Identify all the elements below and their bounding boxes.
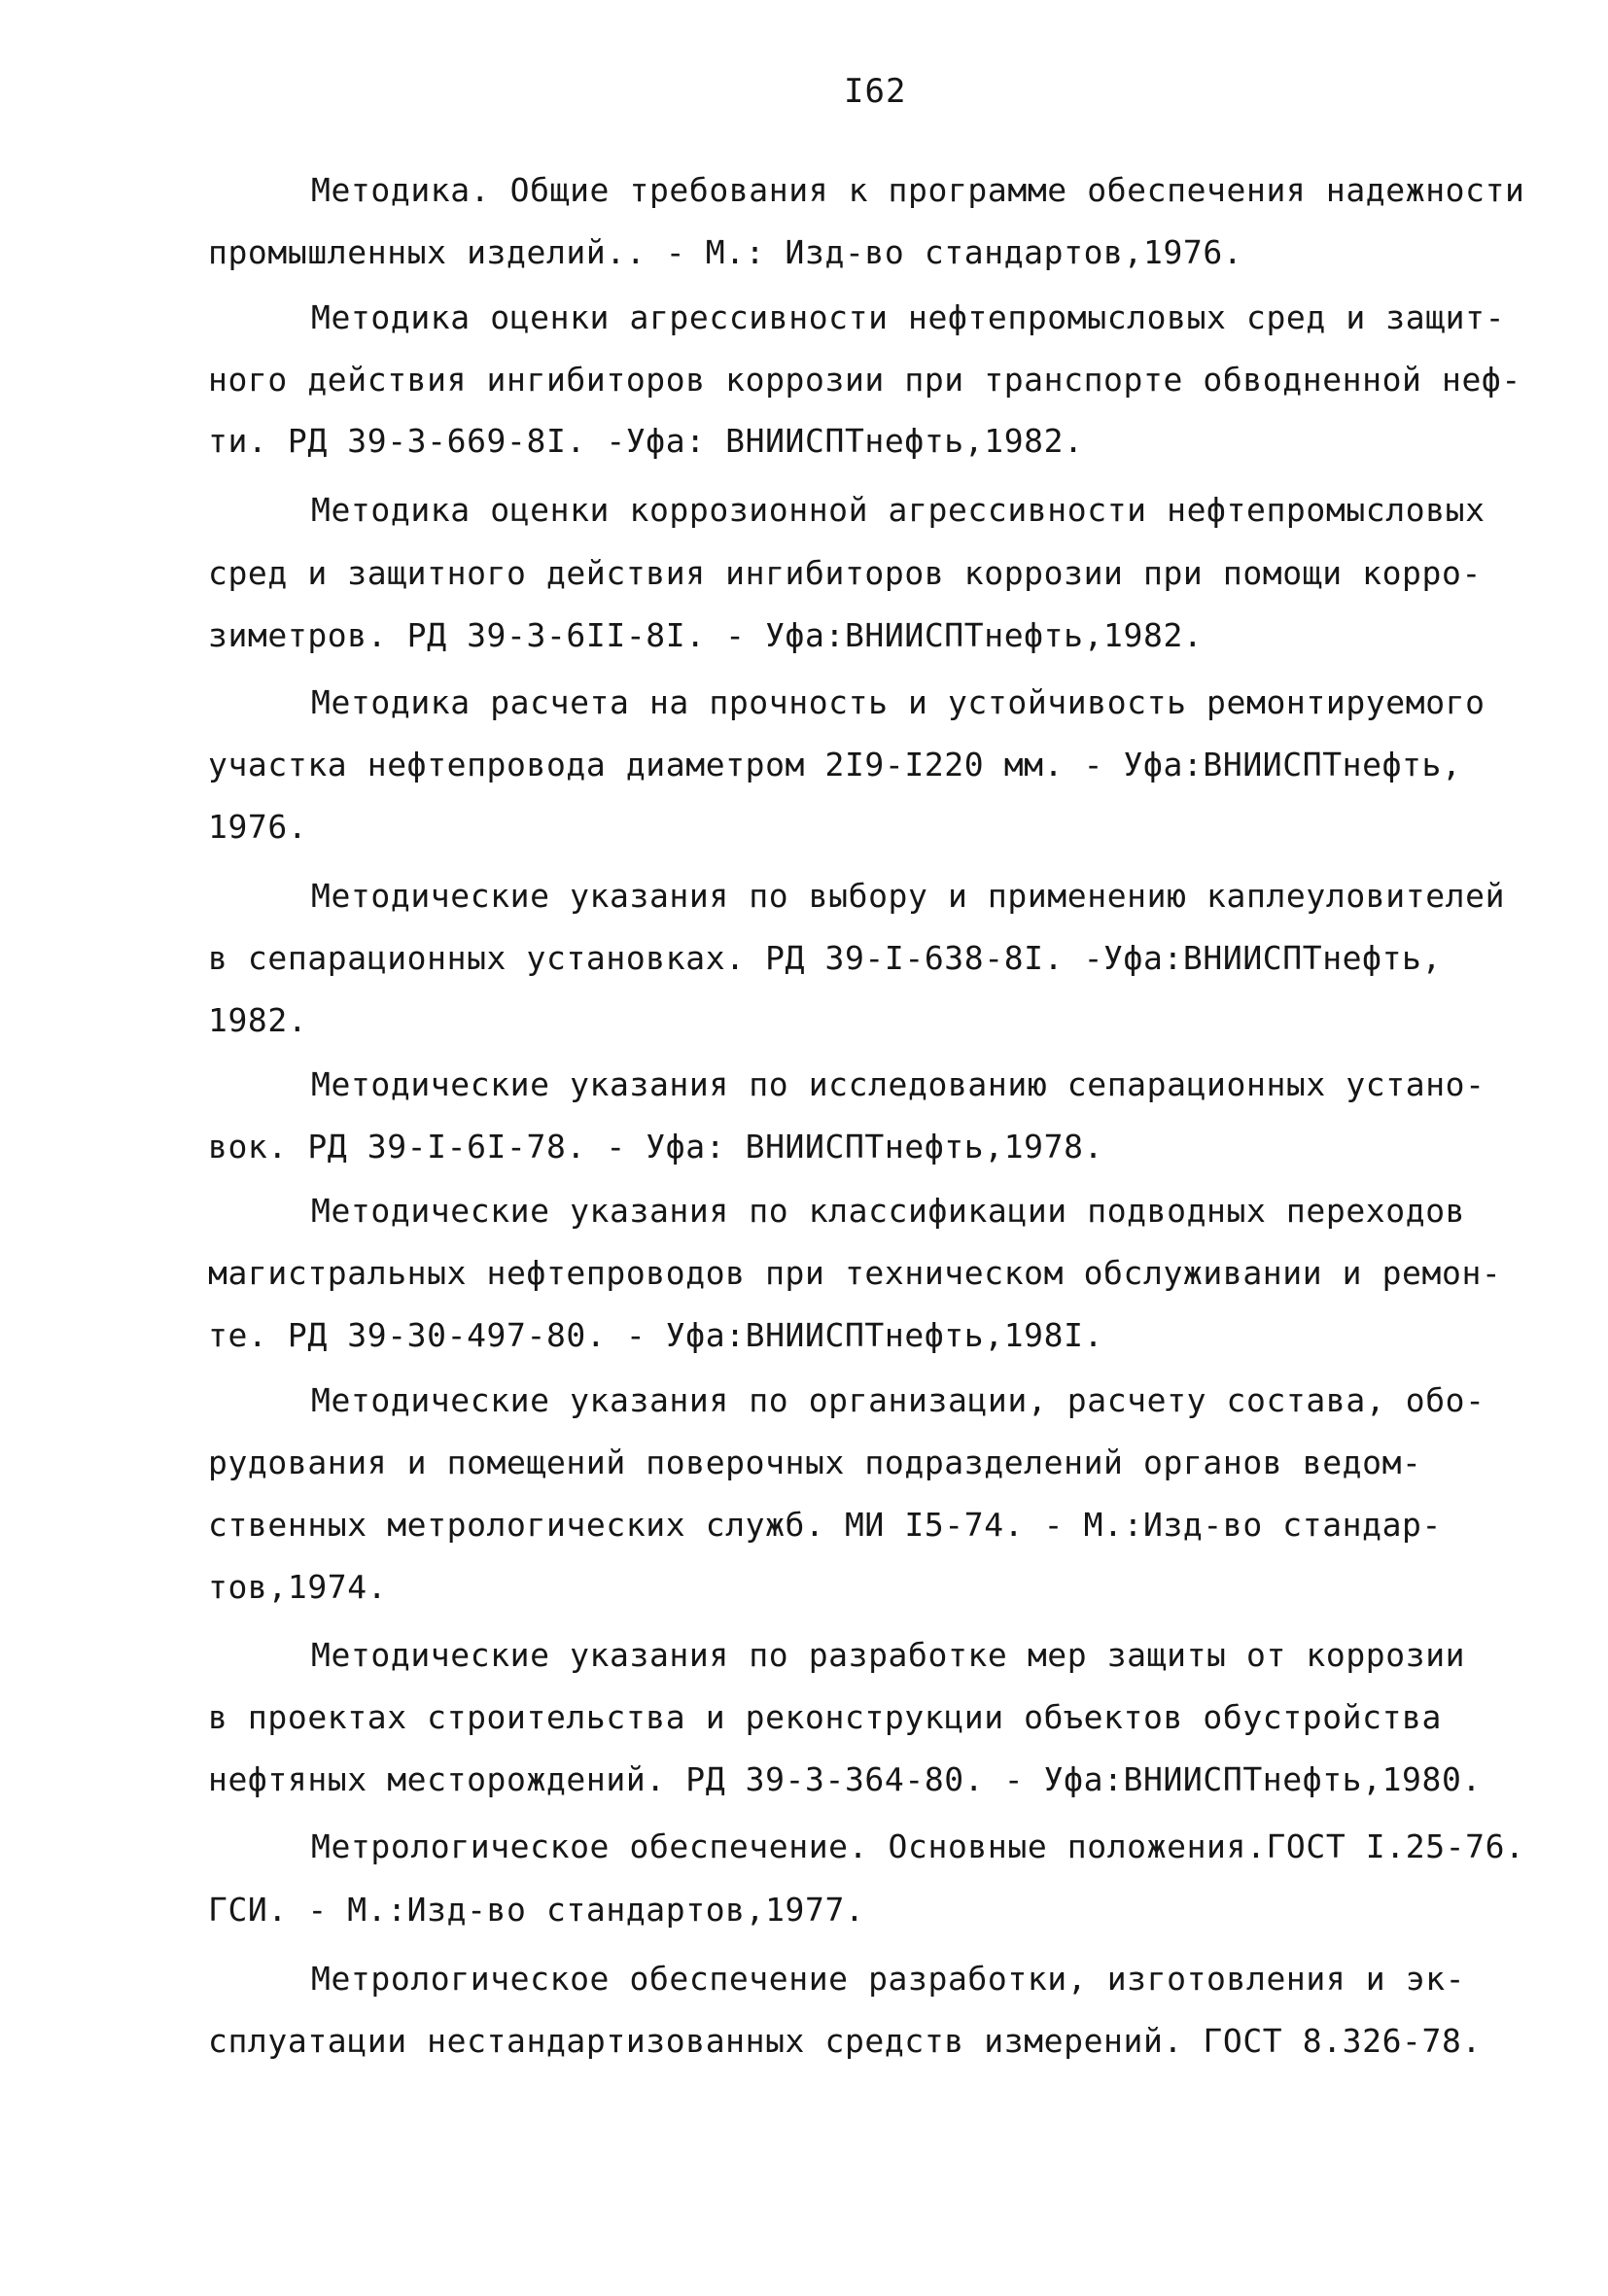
entry-continuation-line: в сепарационных установках. РД 39-I-638-8I. -Уфа:ВНИИСПТнефть, <box>208 939 1442 977</box>
entry-continuation-line: ти. РД 39-3-669-8I. -Уфа: ВНИИСПТнефть,1982. <box>208 422 1084 460</box>
entry-continuation-line: магистральных нефтепроводов при техническом обслуживании и ремон- <box>208 1254 1502 1292</box>
entry-continuation-line: 1982. <box>208 1001 308 1039</box>
entry-first-line: Методические указания по выбору и применению каплеуловителей <box>311 877 1506 915</box>
entry-continuation-line: вок. РД 39-I-6I-78. - Уфа: ВНИИСПТнефть,1978. <box>208 1128 1104 1165</box>
entry-first-line: Метрологическое обеспечение разработки, изготовления и эк- <box>311 1960 1466 1998</box>
entry-first-line: Методические указания по исследованию сепарационных устано- <box>311 1065 1486 1103</box>
entry-continuation-line: зиметров. РД 39-3-6II-8I. - Уфа:ВНИИСПТнефть,1982. <box>208 616 1204 654</box>
entry-continuation-line: ственных метрологических служб. МИ I5-74. - М.:Изд-во стандар- <box>208 1506 1442 1544</box>
entry-continuation-line: рудования и помещений поверочных подразделений органов ведом- <box>208 1444 1422 1481</box>
entry-continuation-line: 1976. <box>208 808 308 846</box>
entry-first-line: Методические указания по организации, расчету состава, обо- <box>311 1381 1486 1419</box>
entry-continuation-line: сред и защитного действия ингибиторов коррозии при помощи корро- <box>208 554 1482 592</box>
entry-continuation-line: в проектах строительства и реконструкции объектов обустройства <box>208 1698 1442 1736</box>
entry-continuation-line: тов,1974. <box>208 1568 388 1606</box>
entry-continuation-line: сплуатации нестандартизованных средств измерений. ГОСТ 8.326-78. <box>208 2022 1482 2060</box>
entry-first-line: Методика оценки агрессивности нефтепромысловых сред и защит- <box>311 298 1506 336</box>
entry-first-line: Методика оценки коррозионной агрессивности нефтепромысловых <box>311 491 1486 529</box>
entry-first-line: Методические указания по разработке мер защиты от коррозии <box>311 1636 1466 1674</box>
entry-continuation-line: ного действия ингибиторов коррозии при транспорте обводненной неф- <box>208 361 1521 399</box>
entry-continuation-line: участка нефтепровода диаметром 2I9-I220 мм. - Уфа:ВНИИСПТнефть, <box>208 746 1462 783</box>
page-number: I62 <box>844 72 907 111</box>
entry-continuation-line: промышленных изделий.. - М.: Изд-во стандартов,1976. <box>208 233 1243 271</box>
entry-first-line: Методика расчета на прочность и устойчивость ремонтируемого <box>311 683 1486 721</box>
entry-continuation-line: нефтяных месторождений. РД 39-3-364-80. - Уфа:ВНИИСПТнефть,1980. <box>208 1760 1482 1798</box>
entry-first-line: Методика. Общие требования к программе обеспечения надежности <box>311 171 1525 209</box>
entry-first-line: Метрологическое обеспечение. Основные положения.ГОСТ I.25-76. <box>311 1827 1525 1865</box>
entry-continuation-line: те. РД 39-30-497-80. - Уфа:ВНИИСПТнефть,198I. <box>208 1316 1104 1354</box>
entry-continuation-line: ГСИ. - М.:Изд-во стандартов,1977. <box>208 1891 865 1929</box>
entry-first-line: Методические указания по классификации подводных переходов <box>311 1192 1466 1230</box>
